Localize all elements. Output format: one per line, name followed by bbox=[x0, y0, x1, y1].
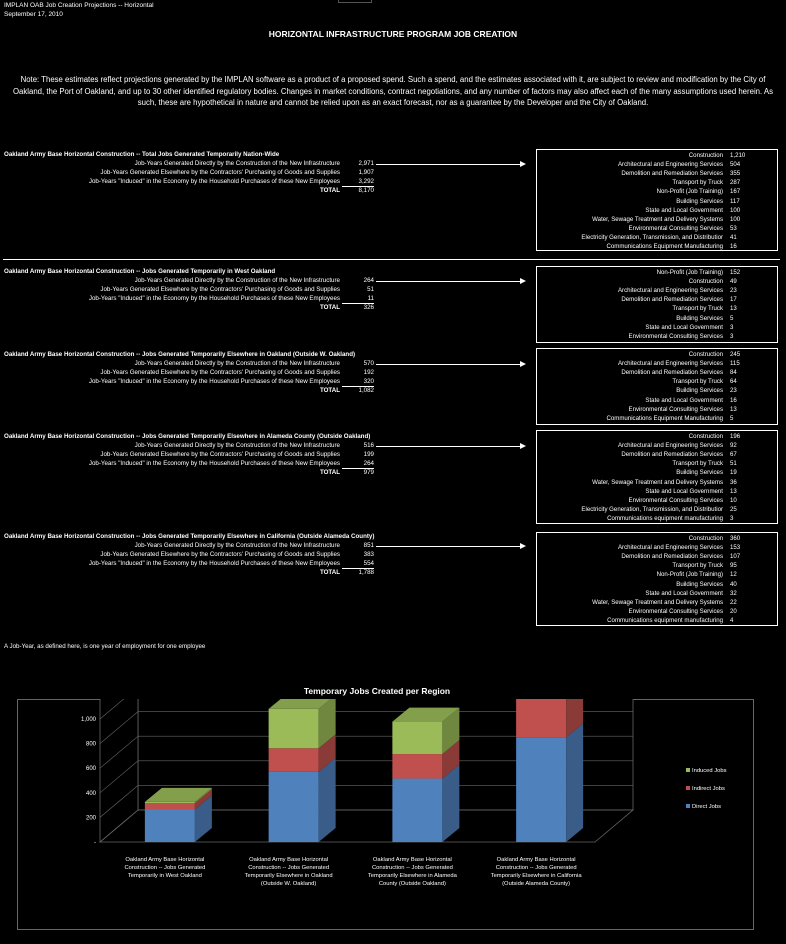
temporary-jobs-chart bbox=[17, 699, 752, 928]
industry-row bbox=[537, 333, 777, 342]
page-title: HORIZONTAL INFRASTRUCTURE PROGRAM JOB CREATION bbox=[268, 29, 518, 39]
industry-name: Construction bbox=[688, 351, 723, 358]
industry-name: Demolition and Remediation Services bbox=[621, 451, 723, 459]
row-label-direct: Job-Years Generated Directly by the Construction of the New Infrastructure bbox=[134, 542, 340, 549]
arrow-line bbox=[376, 546, 524, 547]
industry-name: Environmental Consulting Services bbox=[628, 224, 723, 232]
row-label-total: TOTAL bbox=[319, 187, 340, 195]
industry-row bbox=[537, 515, 777, 524]
industry-value: 84 bbox=[730, 369, 737, 377]
industry-name: Water, Sewage Treatment and Delivery Systems bbox=[592, 598, 723, 606]
industry-row bbox=[537, 571, 777, 580]
row-label-total: TOTAL bbox=[319, 569, 340, 577]
industry-value: 51 bbox=[730, 460, 737, 468]
bar-segment-side bbox=[319, 758, 336, 842]
y-tick-label: 1,000 bbox=[80, 717, 96, 723]
industry-row bbox=[537, 506, 777, 515]
industry-name: Construction bbox=[688, 278, 723, 286]
industry-name: Architectural and Engineering Services bbox=[617, 287, 723, 295]
arrow-line bbox=[376, 281, 524, 282]
industry-name: Communications Equipment Manufacturing bbox=[606, 414, 723, 422]
industry-row bbox=[537, 387, 777, 396]
category-label: (Outside W. Oakland) bbox=[260, 881, 317, 887]
bar-segment-front bbox=[269, 748, 319, 772]
row-label-induced: Job-Years "Induced" in the Economy by the Household Purchases of these New Employees bbox=[88, 460, 340, 468]
industry-name: State and Local Government bbox=[645, 589, 723, 597]
category-label: Temporarily Elsewhere in Oakland bbox=[244, 873, 333, 879]
industry-row bbox=[537, 488, 777, 497]
section-title: Oakland Army Base Horizontal Construction -- Jobs Generated Temporarily in West Oakland bbox=[4, 268, 276, 275]
industry-name: Transport by Truck bbox=[672, 460, 723, 468]
industry-name: State and Local Government bbox=[645, 487, 723, 495]
industry-row bbox=[537, 188, 777, 197]
industry-value: 16 bbox=[730, 243, 737, 250]
value-induced: 554 bbox=[342, 560, 374, 569]
industry-value: 10 bbox=[730, 496, 737, 504]
industry-value: 196 bbox=[730, 433, 741, 440]
category-label: County (Outside Oakland) bbox=[378, 881, 446, 887]
value-induced: 3,292 bbox=[342, 178, 374, 187]
industry-name: Non-Profit (Job Training) bbox=[656, 571, 723, 579]
industry-value: 5 bbox=[730, 314, 734, 322]
industry-name: Communications Equipment Manufacturing bbox=[606, 243, 723, 250]
industry-name: Electricity Generation, Transmission, and Distributior bbox=[581, 233, 723, 241]
bar-segment-front bbox=[392, 779, 442, 842]
industry-value: 53 bbox=[730, 224, 737, 232]
category-label: Construction -- Jobs Generated bbox=[371, 865, 453, 871]
industry-value: 64 bbox=[730, 378, 737, 386]
industry-row bbox=[537, 497, 777, 506]
industry-row bbox=[537, 608, 777, 617]
industry-name: State and Local Government bbox=[645, 396, 723, 404]
value-direct: 264 bbox=[363, 277, 374, 284]
industry-row bbox=[537, 479, 777, 488]
value-indirect: 199 bbox=[363, 451, 374, 459]
industry-row bbox=[537, 305, 777, 314]
value-induced: 320 bbox=[342, 378, 374, 387]
industry-value: 3 bbox=[730, 323, 734, 331]
value-total: 1,788 bbox=[358, 569, 374, 577]
category-label: Temporarily in West Oakland bbox=[127, 873, 202, 879]
industry-name: Environmental Consulting Services bbox=[628, 496, 723, 504]
industry-row bbox=[537, 553, 777, 562]
industry-value: 22 bbox=[730, 598, 737, 606]
industry-row bbox=[537, 315, 777, 324]
row-label-induced: Job-Years "Induced" in the Economy by the Household Purchases of these New Employees bbox=[88, 295, 340, 303]
industry-value: 92 bbox=[730, 442, 737, 450]
industry-row bbox=[537, 161, 777, 170]
value-direct: 570 bbox=[363, 360, 374, 367]
footnote: A Job-Year, as defined here, is one year of employment for one employee bbox=[4, 643, 206, 650]
industry-name: Demolition and Remediation Services bbox=[621, 296, 723, 304]
industry-value: 95 bbox=[730, 562, 737, 570]
industry-name: Non-Profit (Job Training) bbox=[656, 269, 723, 276]
industry-value: 245 bbox=[730, 351, 741, 358]
industry-row bbox=[537, 216, 777, 225]
industry-value: 107 bbox=[730, 553, 741, 561]
legend-label: Direct Jobs bbox=[692, 804, 721, 810]
sheet-tab-marker bbox=[338, 0, 372, 3]
value-indirect: 1,907 bbox=[358, 169, 374, 177]
section-title: Oakland Army Base Horizontal Construction -- Jobs Generated Temporarily Elsewhere in Oakland (Outside W. Oakland) bbox=[4, 351, 356, 358]
industry-value: 115 bbox=[730, 360, 740, 368]
industry-value: 153 bbox=[730, 544, 741, 552]
bar-segment-front bbox=[269, 709, 319, 748]
category-label: Construction -- Jobs Generated bbox=[124, 865, 206, 871]
industry-value: 32 bbox=[730, 589, 737, 597]
value-induced: 264 bbox=[342, 460, 374, 469]
value-indirect: 51 bbox=[367, 286, 374, 294]
y-tick-label: 400 bbox=[85, 790, 96, 797]
legend-label: Indirect Jobs bbox=[692, 786, 725, 792]
industry-name: Transport by Truck bbox=[672, 305, 723, 313]
row-label-total: TOTAL bbox=[319, 469, 340, 477]
value-total: 8,170 bbox=[358, 187, 374, 195]
industry-row bbox=[537, 278, 777, 287]
bar-segment-front bbox=[392, 722, 442, 754]
row-label-direct: Job-Years Generated Directly by the Construction of the New Infrastructure bbox=[134, 160, 340, 167]
industry-name: Transport by Truck bbox=[672, 562, 723, 570]
industry-value: 40 bbox=[730, 580, 737, 588]
industry-value: 4 bbox=[730, 616, 734, 624]
row-label-indirect: Job-Years Generated Elsewhere by the Contractors' Purchasing of Goods and Supplies bbox=[100, 451, 340, 459]
industry-name: Architectural and Engineering Services bbox=[617, 544, 723, 552]
industry-value: 360 bbox=[730, 535, 741, 542]
industry-name: Demolition and Remediation Services bbox=[621, 369, 723, 377]
industry-value: 17 bbox=[730, 296, 737, 304]
value-direct: 516 bbox=[363, 442, 374, 449]
industry-row bbox=[537, 324, 777, 333]
industry-row bbox=[537, 225, 777, 234]
value-indirect: 383 bbox=[363, 551, 374, 559]
industry-value: 3 bbox=[730, 332, 734, 340]
industry-name: State and Local Government bbox=[645, 206, 723, 214]
industry-row bbox=[537, 198, 777, 207]
legend-swatch bbox=[686, 804, 690, 808]
section-title: Oakland Army Base Horizontal Construction -- Jobs Generated Temporarily Elsewhere in California (Outside Alameda County) bbox=[4, 533, 375, 540]
row-label-direct: Job-Years Generated Directly by the Construction of the New Infrastructure bbox=[134, 360, 340, 367]
industry-value: 49 bbox=[730, 278, 737, 286]
category-label: Construction -- Jobs Generated bbox=[248, 865, 330, 871]
industry-row bbox=[537, 152, 777, 161]
legend-label: Induced Jobs bbox=[692, 768, 727, 774]
industry-name: Environmental Consulting Services bbox=[628, 332, 723, 340]
bar-segment-front bbox=[145, 802, 195, 803]
industry-value: 16 bbox=[730, 396, 737, 404]
industry-name: Building Services bbox=[676, 580, 723, 588]
row-label-indirect: Job-Years Generated Elsewhere by the Contractors' Purchasing of Goods and Supplies bbox=[100, 169, 340, 177]
industry-value: 1,210 bbox=[730, 152, 746, 159]
category-label: Oakland Army Base Horizontal bbox=[496, 857, 576, 863]
row-label-induced: Job-Years "Induced" in the Economy by the Household Purchases of these New Employees bbox=[88, 560, 340, 568]
value-induced: 11 bbox=[342, 295, 374, 304]
industry-value: 23 bbox=[730, 387, 737, 395]
industry-name: Architectural and Engineering Services bbox=[617, 442, 723, 450]
industry-row bbox=[537, 581, 777, 590]
arrow-head bbox=[520, 278, 526, 284]
industry-row bbox=[537, 369, 777, 378]
industry-name: State and Local Government bbox=[645, 323, 723, 331]
industry-name: Building Services bbox=[676, 314, 723, 322]
bar-segment-front bbox=[516, 699, 566, 737]
industry-name: Communications equipment manufacturing bbox=[607, 616, 723, 624]
y-tick-label: 800 bbox=[85, 741, 96, 748]
value-indirect: 192 bbox=[363, 369, 374, 377]
arrow-head bbox=[520, 443, 526, 449]
arrow-line bbox=[376, 164, 524, 165]
value-total: 326 bbox=[363, 304, 374, 312]
industry-name: Non-Profit (Job Training) bbox=[656, 188, 723, 196]
category-label: Oakland Army Base Horizontal bbox=[372, 857, 452, 863]
industry-row bbox=[537, 599, 777, 608]
category-label: Construction -- Jobs Generated bbox=[495, 865, 577, 871]
industry-breakdown-box bbox=[536, 149, 778, 251]
industry-name: Demolition and Remediation Services bbox=[621, 553, 723, 561]
industry-breakdown-box bbox=[536, 532, 778, 626]
arrow-head bbox=[520, 161, 526, 167]
arrow-head bbox=[520, 543, 526, 549]
arrow-head bbox=[520, 361, 526, 367]
category-label: Oakland Army Base Horizontal bbox=[249, 857, 329, 863]
legend-swatch bbox=[686, 768, 690, 772]
industry-value: 152 bbox=[730, 269, 741, 276]
industry-value: 5 bbox=[730, 414, 734, 422]
industry-row bbox=[537, 269, 777, 278]
row-label-direct: Job-Years Generated Directly by the Construction of the New Infrastructure bbox=[134, 442, 340, 449]
chart-title: Temporary Jobs Created per Region bbox=[303, 686, 451, 696]
value-direct: 851 bbox=[363, 542, 374, 549]
industry-row bbox=[537, 460, 777, 469]
legend-swatch bbox=[686, 786, 690, 790]
industry-name: Water, Sewage Treatment and Delivery Systems bbox=[592, 478, 723, 486]
industry-row bbox=[537, 451, 777, 460]
industry-row bbox=[537, 378, 777, 387]
industry-value: 504 bbox=[730, 161, 741, 169]
category-label: (Outside Alameda County) bbox=[502, 881, 571, 887]
row-label-indirect: Job-Years Generated Elsewhere by the Contractors' Purchasing of Goods and Supplies bbox=[100, 369, 340, 377]
y-tick-label: 600 bbox=[85, 766, 96, 773]
industry-value: 167 bbox=[730, 188, 741, 196]
industry-value: 36 bbox=[730, 478, 737, 486]
section-title: Oakland Army Base Horizontal Construction -- Total Jobs Generated Temporarily Nation-Wide bbox=[4, 151, 280, 158]
industry-row bbox=[537, 617, 777, 626]
row-label-induced: Job-Years "Induced" in the Economy by the Household Purchases of these New Employees bbox=[88, 178, 340, 186]
industry-name: Building Services bbox=[676, 387, 723, 395]
category-label: Temporarily Elsewhere in Alameda bbox=[367, 873, 457, 879]
industry-value: 100 bbox=[730, 215, 741, 223]
industry-row bbox=[537, 287, 777, 296]
row-label-indirect: Job-Years Generated Elsewhere by the Contractors' Purchasing of Goods and Supplies bbox=[100, 551, 340, 559]
industry-name: Transport by Truck bbox=[672, 378, 723, 386]
industry-row bbox=[537, 351, 777, 360]
industry-value: 13 bbox=[730, 305, 737, 313]
industry-value: 20 bbox=[730, 607, 737, 615]
industry-value: 13 bbox=[730, 487, 737, 495]
industry-name: Architectural and Engineering Services bbox=[617, 360, 723, 368]
industry-name: Transport by Truck bbox=[672, 179, 723, 187]
industry-value: 100 bbox=[730, 206, 741, 214]
bar-segment-front bbox=[145, 803, 195, 809]
industry-row bbox=[537, 562, 777, 571]
industry-value: 3 bbox=[730, 514, 734, 522]
industry-value: 355 bbox=[730, 170, 741, 178]
industry-row bbox=[537, 544, 777, 553]
industry-name: Construction bbox=[688, 433, 723, 440]
industry-breakdown-box bbox=[536, 348, 778, 425]
industry-row bbox=[537, 433, 777, 442]
industry-name: Architectural and Engineering Services bbox=[617, 161, 723, 169]
bar-segment-side bbox=[566, 723, 583, 842]
value-total: 979 bbox=[363, 469, 374, 477]
industry-row bbox=[537, 406, 777, 415]
industry-row bbox=[537, 469, 777, 478]
industry-name: Electricity Generation, Transmission, and Distributior bbox=[581, 505, 723, 513]
arrow-line bbox=[376, 446, 524, 447]
industry-row bbox=[537, 397, 777, 406]
industry-value: 19 bbox=[730, 469, 737, 477]
row-label-induced: Job-Years "Induced" in the Economy by the Household Purchases of these New Employees bbox=[88, 378, 340, 386]
industry-value: 41 bbox=[730, 233, 737, 241]
bar-segment-front bbox=[392, 754, 442, 778]
industry-row bbox=[537, 442, 777, 451]
industry-row bbox=[537, 360, 777, 369]
row-label-indirect: Job-Years Generated Elsewhere by the Contractors' Purchasing of Goods and Supplies bbox=[100, 286, 340, 294]
industry-row bbox=[537, 243, 777, 252]
industry-value: 287 bbox=[730, 179, 741, 187]
section-title: Oakland Army Base Horizontal Construction -- Jobs Generated Temporarily Elsewhere in Alameda County (Outside Oakland) bbox=[4, 433, 371, 440]
value-total: 1,082 bbox=[358, 387, 374, 395]
industry-breakdown-box bbox=[536, 430, 778, 524]
industry-row bbox=[537, 179, 777, 188]
industry-row bbox=[537, 415, 777, 424]
industry-value: 67 bbox=[730, 451, 737, 459]
section-divider bbox=[3, 259, 780, 260]
industry-name: Construction bbox=[688, 152, 723, 159]
y-tick-label: 200 bbox=[85, 815, 96, 822]
industry-row bbox=[537, 170, 777, 179]
industry-name: Environmental Consulting Services bbox=[628, 405, 723, 413]
row-label-total: TOTAL bbox=[319, 387, 340, 395]
row-label-direct: Job-Years Generated Directly by the Construction of the New Infrastructure bbox=[134, 277, 340, 284]
y-tick-label: - bbox=[94, 840, 96, 846]
category-label: Oakland Army Base Horizontal bbox=[125, 857, 205, 863]
industry-name: Building Services bbox=[676, 197, 723, 205]
industry-row bbox=[537, 234, 777, 243]
industry-row bbox=[537, 207, 777, 216]
industry-row bbox=[537, 535, 777, 544]
category-label: Temporarily Elsewhere in California bbox=[490, 873, 582, 879]
industry-name: Communications equipment manufacturing bbox=[607, 514, 723, 522]
row-label-total: TOTAL bbox=[319, 304, 340, 312]
document-title: IMPLAN OAB Job Creation Projections -- Horizontal bbox=[4, 2, 154, 9]
industry-value: 12 bbox=[730, 571, 737, 579]
industry-value: 13 bbox=[730, 405, 737, 413]
industry-name: Demolition and Remediation Services bbox=[621, 170, 723, 178]
industry-name: Construction bbox=[688, 535, 723, 542]
value-direct: 2,971 bbox=[358, 160, 374, 167]
bar-segment-front bbox=[516, 737, 566, 842]
industry-value: 23 bbox=[730, 287, 737, 295]
industry-name: Water, Sewage Treatment and Delivery Systems bbox=[592, 215, 723, 223]
bar-segment-front bbox=[269, 772, 319, 842]
industry-value: 117 bbox=[730, 197, 740, 205]
arrow-line bbox=[376, 364, 524, 365]
industry-name: Environmental Consulting Services bbox=[628, 607, 723, 615]
document-date: September 17, 2010 bbox=[4, 11, 63, 18]
disclaimer-note: Note: These estimates reflect projections generated by the IMPLAN software as a product of a proposed spend. Such a spend, and the estimates associated with it, are subject to review and modification by the City of Oakland, the Port of Oakland, and up to 30 other identified regulatory bodies. Changes in market conditions, contract negotiations, and any number of factors may also affect each of the many assumptions used herein. As such, these are hypothetical in nature and cannot be relied upon as an exact forecast, nor as a guarantee by the Developer and the City of Oakland. bbox=[12, 75, 774, 107]
industry-breakdown-box bbox=[536, 266, 778, 343]
bar-segment-front bbox=[145, 810, 195, 842]
industry-name: Building Services bbox=[676, 469, 723, 477]
industry-row bbox=[537, 590, 777, 599]
industry-value: 25 bbox=[730, 505, 737, 513]
industry-row bbox=[537, 296, 777, 305]
